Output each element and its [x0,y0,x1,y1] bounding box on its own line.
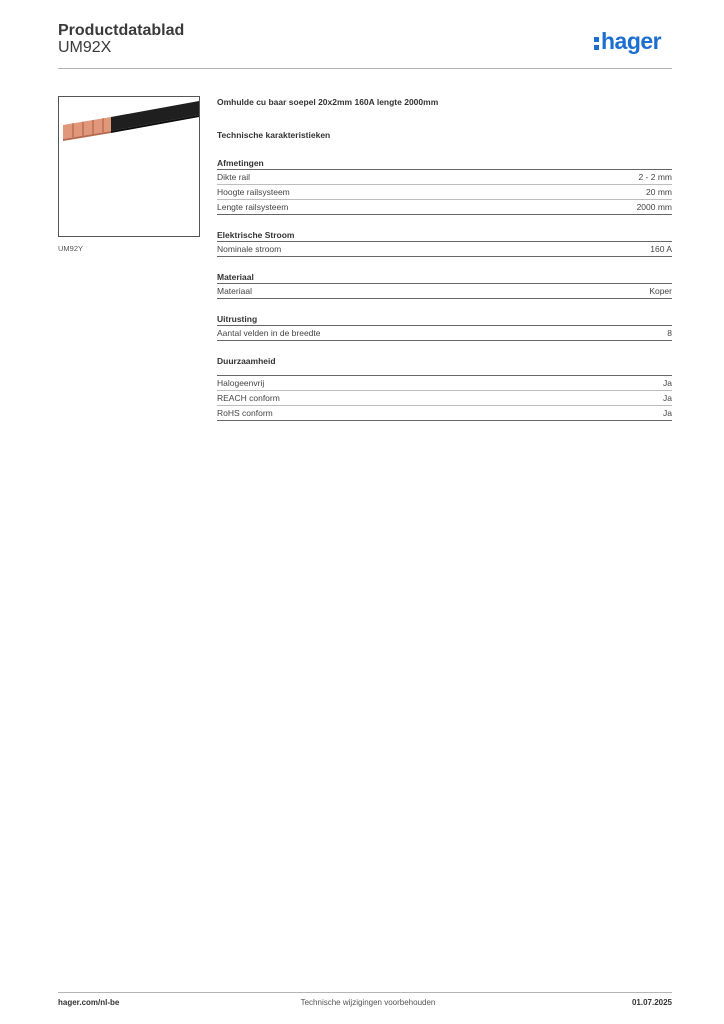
spec-row [217,406,672,421]
spec-value: Ja [663,378,672,388]
footer-website-link[interactable]: hager.com/nl-be [58,998,120,1007]
product-image [58,96,200,237]
section-title: Elektrische Stroom [217,229,672,242]
image-caption: UM92Y [58,244,84,253]
spec-label: Lengte railsysteem [217,202,289,212]
spec-value: 8 [667,328,672,338]
spec-row [217,185,672,200]
spec-label: Halogeenvrij [217,378,265,388]
spec-value: 2 - 2 mm [638,172,672,182]
section-title: Uitrusting [217,313,672,326]
logo-colon-icon [594,34,600,51]
hager-logo [594,30,661,53]
spec-row [217,200,672,215]
spec-label: REACH conform [217,393,280,403]
spec-row [217,242,672,257]
spec-heading: Technische karakteristieken [217,130,331,140]
product-description: Omhulde cu baar soepel 20x2mm 160A lengte 2000mm [217,97,439,107]
spec-label: Dikte rail [217,172,251,182]
spec-section-afmetingen [217,157,672,215]
spec-section-elektrische-stroom [217,229,672,257]
spec-value: Ja [663,408,672,418]
section-title: Materiaal [217,271,672,284]
footer-date: 01.07.2025 [631,998,672,1007]
header-divider [58,68,672,69]
section-title: Duurzaamheid [217,355,672,376]
spec-row [217,170,672,185]
spec-row [217,326,672,341]
spec-value: 2000 mm [636,202,672,212]
spec-row [217,284,672,299]
spec-label: Hoogte railsysteem [217,187,290,197]
page-title: Productdatablad [58,22,185,39]
spec-value: Koper [649,286,672,296]
section-title: Afmetingen [217,157,672,170]
spec-row [217,376,672,391]
spec-section-duurzaamheid [217,355,672,421]
footer-divider [58,992,672,993]
spec-section-materiaal [217,271,672,299]
spec-value: 160 A [650,244,672,254]
logo-text: hager [601,28,662,54]
spec-value: 20 mm [646,187,672,197]
spec-value: Ja [663,393,672,403]
spec-label: RoHS conform [217,408,273,418]
product-code: UM92X [58,39,112,56]
spec-label: Materiaal [217,286,252,296]
spec-label: Nominale stroom [217,244,282,254]
spec-table [217,157,672,421]
copper-busbar-illustration [59,97,199,236]
spec-label: Aantal velden in de breedte [217,328,321,338]
spec-row [217,391,672,406]
spec-section-uitrusting [217,313,672,341]
footer-notice: Technische wijzigingen voorbehouden [300,998,436,1007]
